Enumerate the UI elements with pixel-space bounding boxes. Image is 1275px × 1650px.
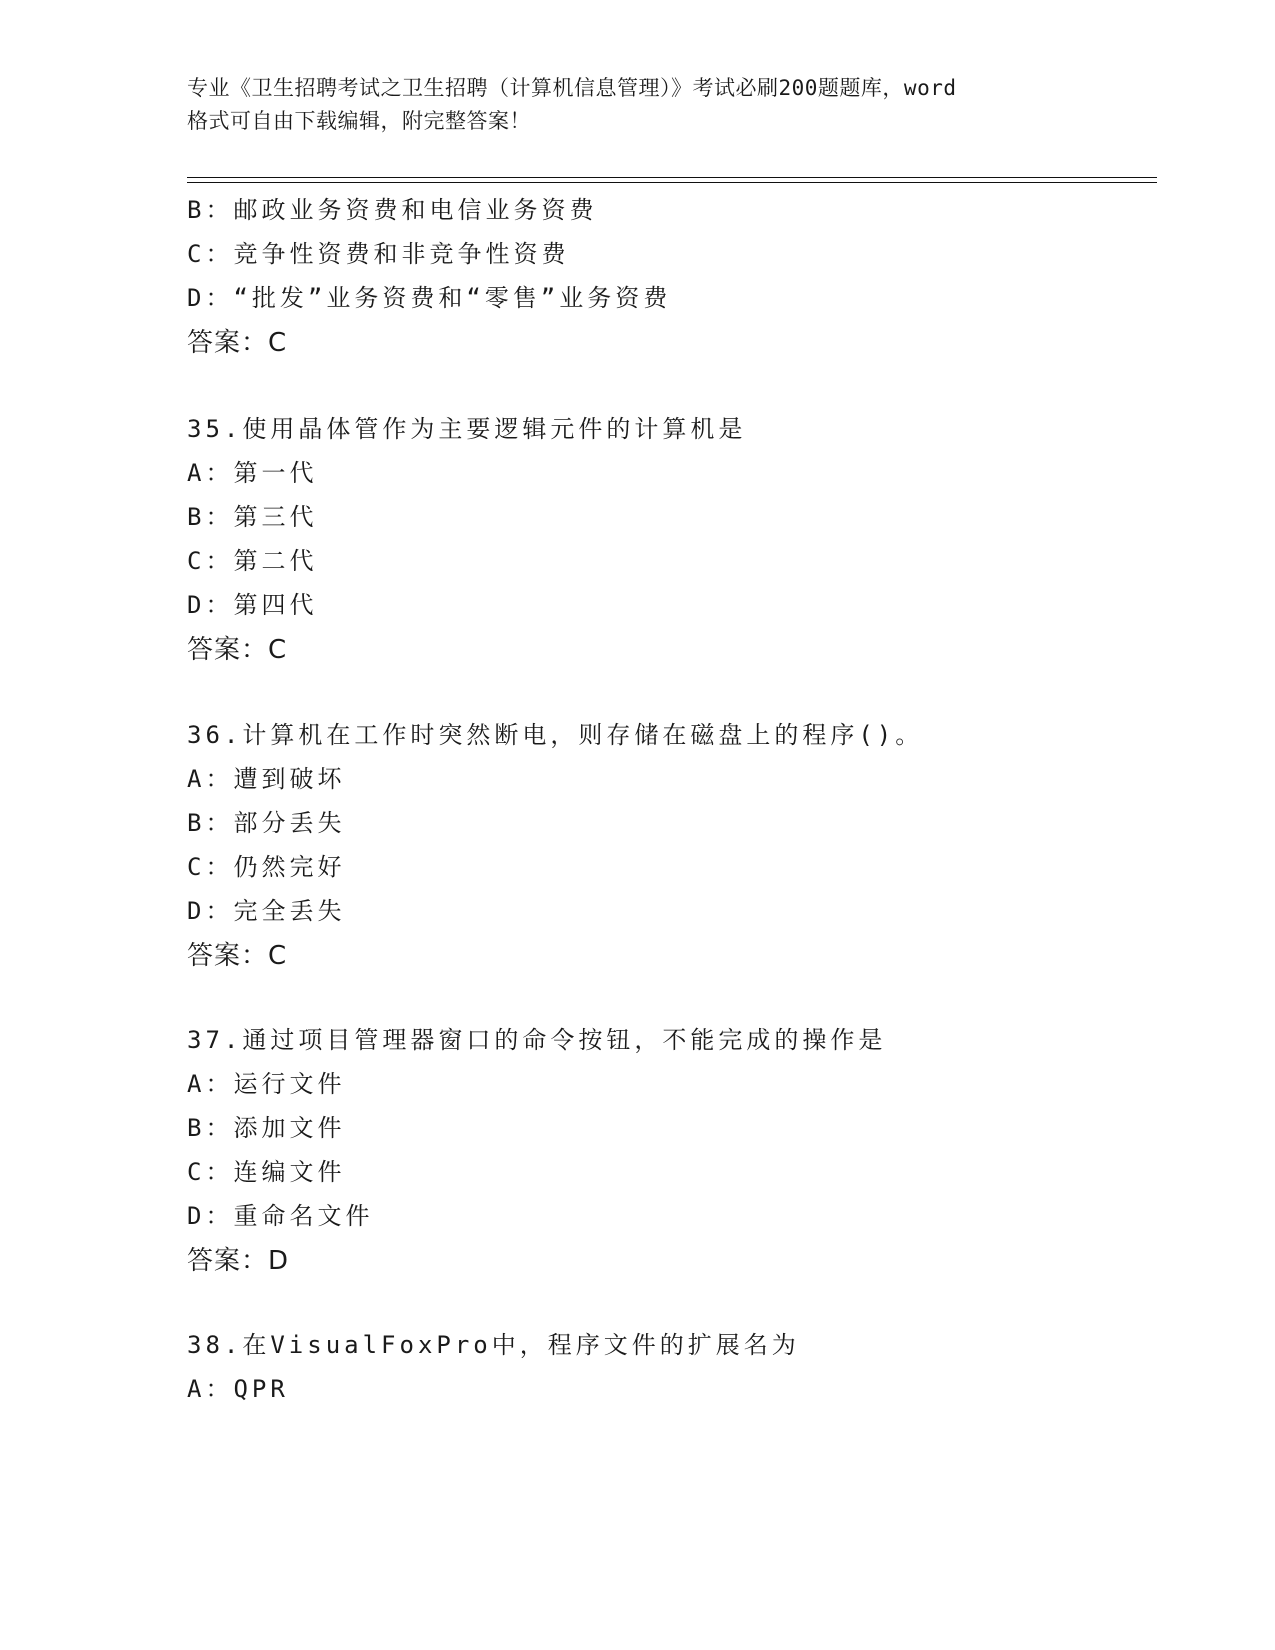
answer-label: 答案：C: [187, 635, 288, 665]
option-b: B：部分丢失: [187, 809, 346, 837]
answer-label: 答案：C: [187, 328, 288, 358]
header-divider-bottom: [187, 182, 1157, 183]
question-text: 36.计算机在工作时突然断电，则存储在磁盘上的程序()。: [187, 721, 924, 749]
option-c: C：竞争性资费和非竞争性资费: [187, 240, 570, 268]
option-c: C：仍然完好: [187, 853, 346, 881]
option-b: B：添加文件: [187, 1114, 346, 1142]
option-a: A：遭到破坏: [187, 765, 346, 793]
option-c: C：第二代: [187, 547, 318, 575]
header-line-1: 专业《卫生招聘考试之卫生招聘（计算机信息管理）》考试必刷200题题库，word: [187, 76, 957, 100]
header-line-2: 格式可自由下载编辑，附完整答案！: [187, 109, 531, 133]
option-a: A：QPR: [187, 1375, 289, 1403]
answer-label: 答案：C: [187, 941, 288, 971]
option-c: C：连编文件: [187, 1158, 346, 1186]
option-d: D：完全丢失: [187, 897, 346, 925]
question-text: 35.使用晶体管作为主要逻辑元件的计算机是: [187, 415, 747, 443]
header-divider-top: [187, 177, 1157, 178]
option-d: D：“批发”业务资费和“零售”业务资费: [187, 284, 672, 312]
option-b: B：邮政业务资费和电信业务资费: [187, 196, 598, 224]
option-d: D：第四代: [187, 591, 318, 619]
option-d: D：重命名文件: [187, 1202, 374, 1230]
question-text: 37.通过项目管理器窗口的命令按钮，不能完成的操作是: [187, 1026, 887, 1054]
option-b: B：第三代: [187, 503, 318, 531]
answer-label: 答案：D: [187, 1246, 290, 1276]
document-header: [187, 72, 1087, 138]
option-a: A：运行文件: [187, 1070, 346, 1098]
option-a: A：第一代: [187, 459, 318, 487]
question-text: 38.在VisualFoxPro中，程序文件的扩展名为: [187, 1331, 800, 1359]
